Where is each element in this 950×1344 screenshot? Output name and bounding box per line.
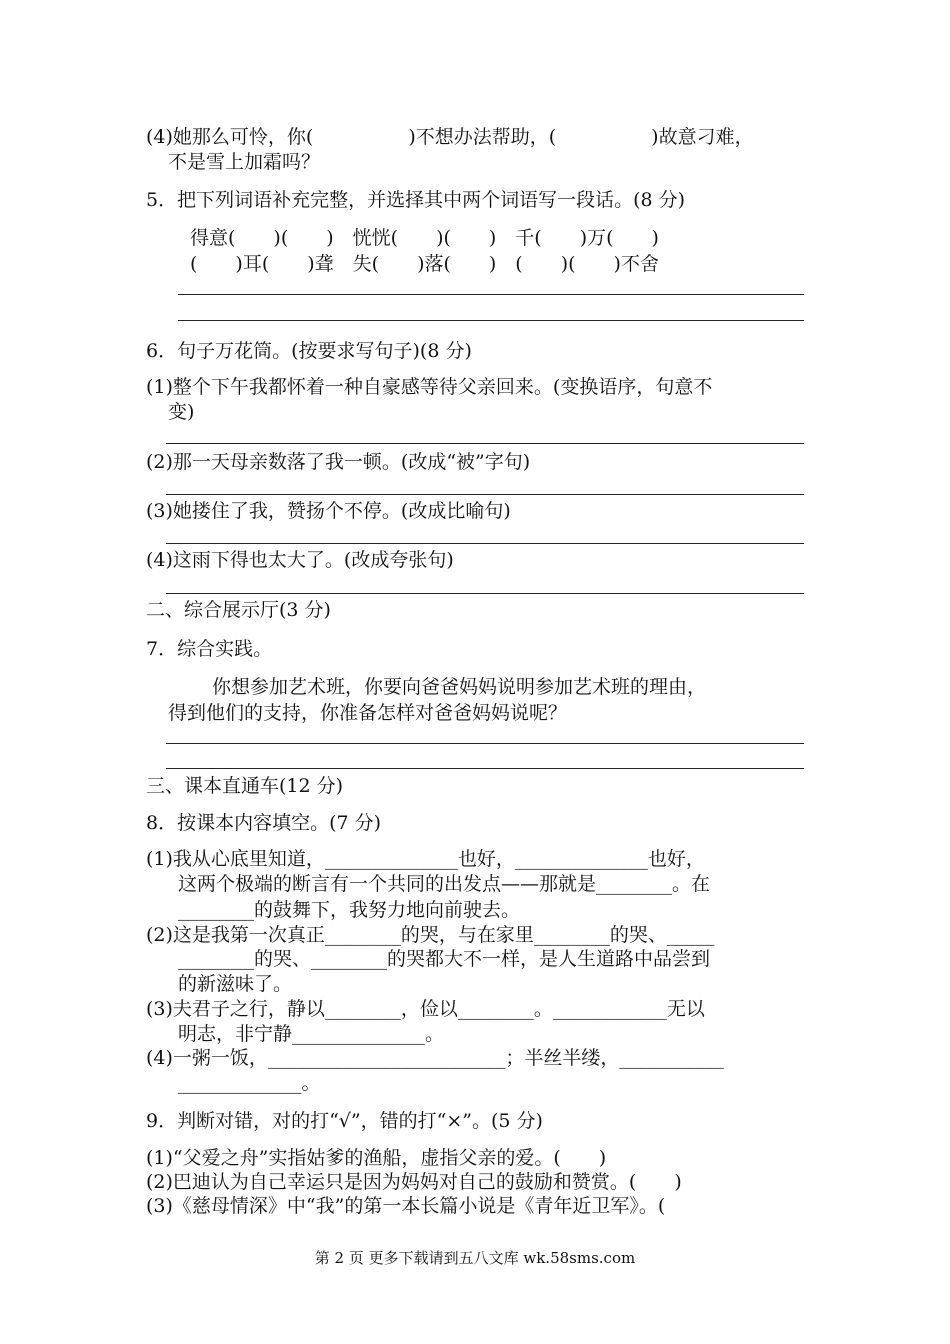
q5-answer-line-2[interactable]	[178, 320, 804, 321]
q6-4: (4)这雨下得也太大了。(改成夸张句)	[146, 549, 454, 571]
q5-words-row1: 得意( )( ) 恍恍( )( ) 千( )万( )	[190, 227, 659, 249]
q7-paragraph-line1: 你想参加艺术班，你要向爸爸妈妈说明参加艺术班的理由，	[212, 676, 707, 698]
q6-1-line1: (1)整个下午我都怀着一种自豪感等待父亲回来。(变换语序，句意不	[146, 376, 713, 398]
q8-1-line3: ________的鼓舞下，我努力地向前驶去。	[178, 899, 521, 921]
q8-title: 8．按课本内容填空。(7 分)	[146, 812, 382, 834]
q6-1-answer-line[interactable]	[166, 443, 804, 444]
q9-1: (1)“父爱之舟”实指姑爹的渔船，虚指父亲的爱。( )	[146, 1147, 607, 1169]
q7-answer-line-1[interactable]	[166, 743, 804, 744]
q6-3-answer-line[interactable]	[166, 543, 804, 544]
q9-title: 9．判断对错，对的打“√”，错的打“×”。(5 分)	[146, 1110, 543, 1132]
q7-answer-line-2[interactable]	[166, 768, 804, 769]
q8-4-line2: _____________。	[178, 1072, 321, 1094]
section3-title: 三、课本直通车(12 分)	[146, 775, 344, 797]
q6-2: (2)那一天母亲数落了我一顿。(改成“被”字句)	[146, 451, 531, 473]
q8-3-line2: 明志，非宁静______________。	[178, 1023, 445, 1045]
q8-1-line2: 这两个极端的断言有一个共同的出发点——那就是________。在	[178, 873, 711, 895]
q9-3: (3)《慈母情深》中“我”的第一本长篇小说是《青年近卫军》。(	[146, 1195, 666, 1217]
q8-1-line1: (1)我从心底里知道，______________也好，______________也好，	[146, 848, 705, 870]
q9-2: (2)巴迪认为自己幸运只是因为妈妈对自己的鼓励和赞赏。( )	[146, 1171, 682, 1193]
q7-title: 7．综合实践。	[146, 638, 273, 660]
q6-2-answer-line[interactable]	[166, 494, 804, 495]
page-footer: 第 2 页 更多下载请到五八文库 wk.58sms.com	[314, 1249, 636, 1267]
q6-3: (3)她搂住了我，赞扬个不停。(改成比喻句)	[146, 500, 511, 522]
section2-title: 二、综合展示厅(3 分)	[146, 599, 331, 621]
q8-2-line1: (2)这是我第一次真正________的哭，与在家里________的哭、_____	[146, 924, 715, 946]
q7-paragraph-line2: 得到他们的支持，你准备怎样对爸爸妈妈说呢？	[168, 702, 568, 724]
q8-3-line1: (3)夫君子之行，静以________，俭以________。____________无以	[146, 998, 705, 1020]
q4-4-line1: (4)她那么可怜，你( )不想办法帮助，( )故意刁难，	[146, 126, 754, 148]
q6-4-answer-line[interactable]	[166, 593, 804, 594]
q5-answer-line-1[interactable]	[178, 294, 804, 295]
q6-title: 6．句子万花筒。(按要求写句子)(8 分)	[146, 340, 472, 362]
q5-title: 5．把下列词语补充完整，并选择其中两个词语写一段话。(8 分)	[146, 189, 686, 211]
q6-1-line2: 变)	[168, 401, 195, 423]
q4-4-line2: 不是雪上加霜吗？	[168, 151, 321, 173]
q8-2-line2: ________的哭、________的哭都大不一样，是人生道路中品尝到	[178, 948, 711, 970]
q8-2-line3: 的新滋味了。	[178, 973, 293, 995]
q8-4-line1: (4)一粥一饭，_________________________；半丝半缕，___________	[146, 1047, 724, 1069]
q5-words-row2: ( )耳( )聋 失( )落( ) ( )( )不舍	[190, 253, 659, 275]
